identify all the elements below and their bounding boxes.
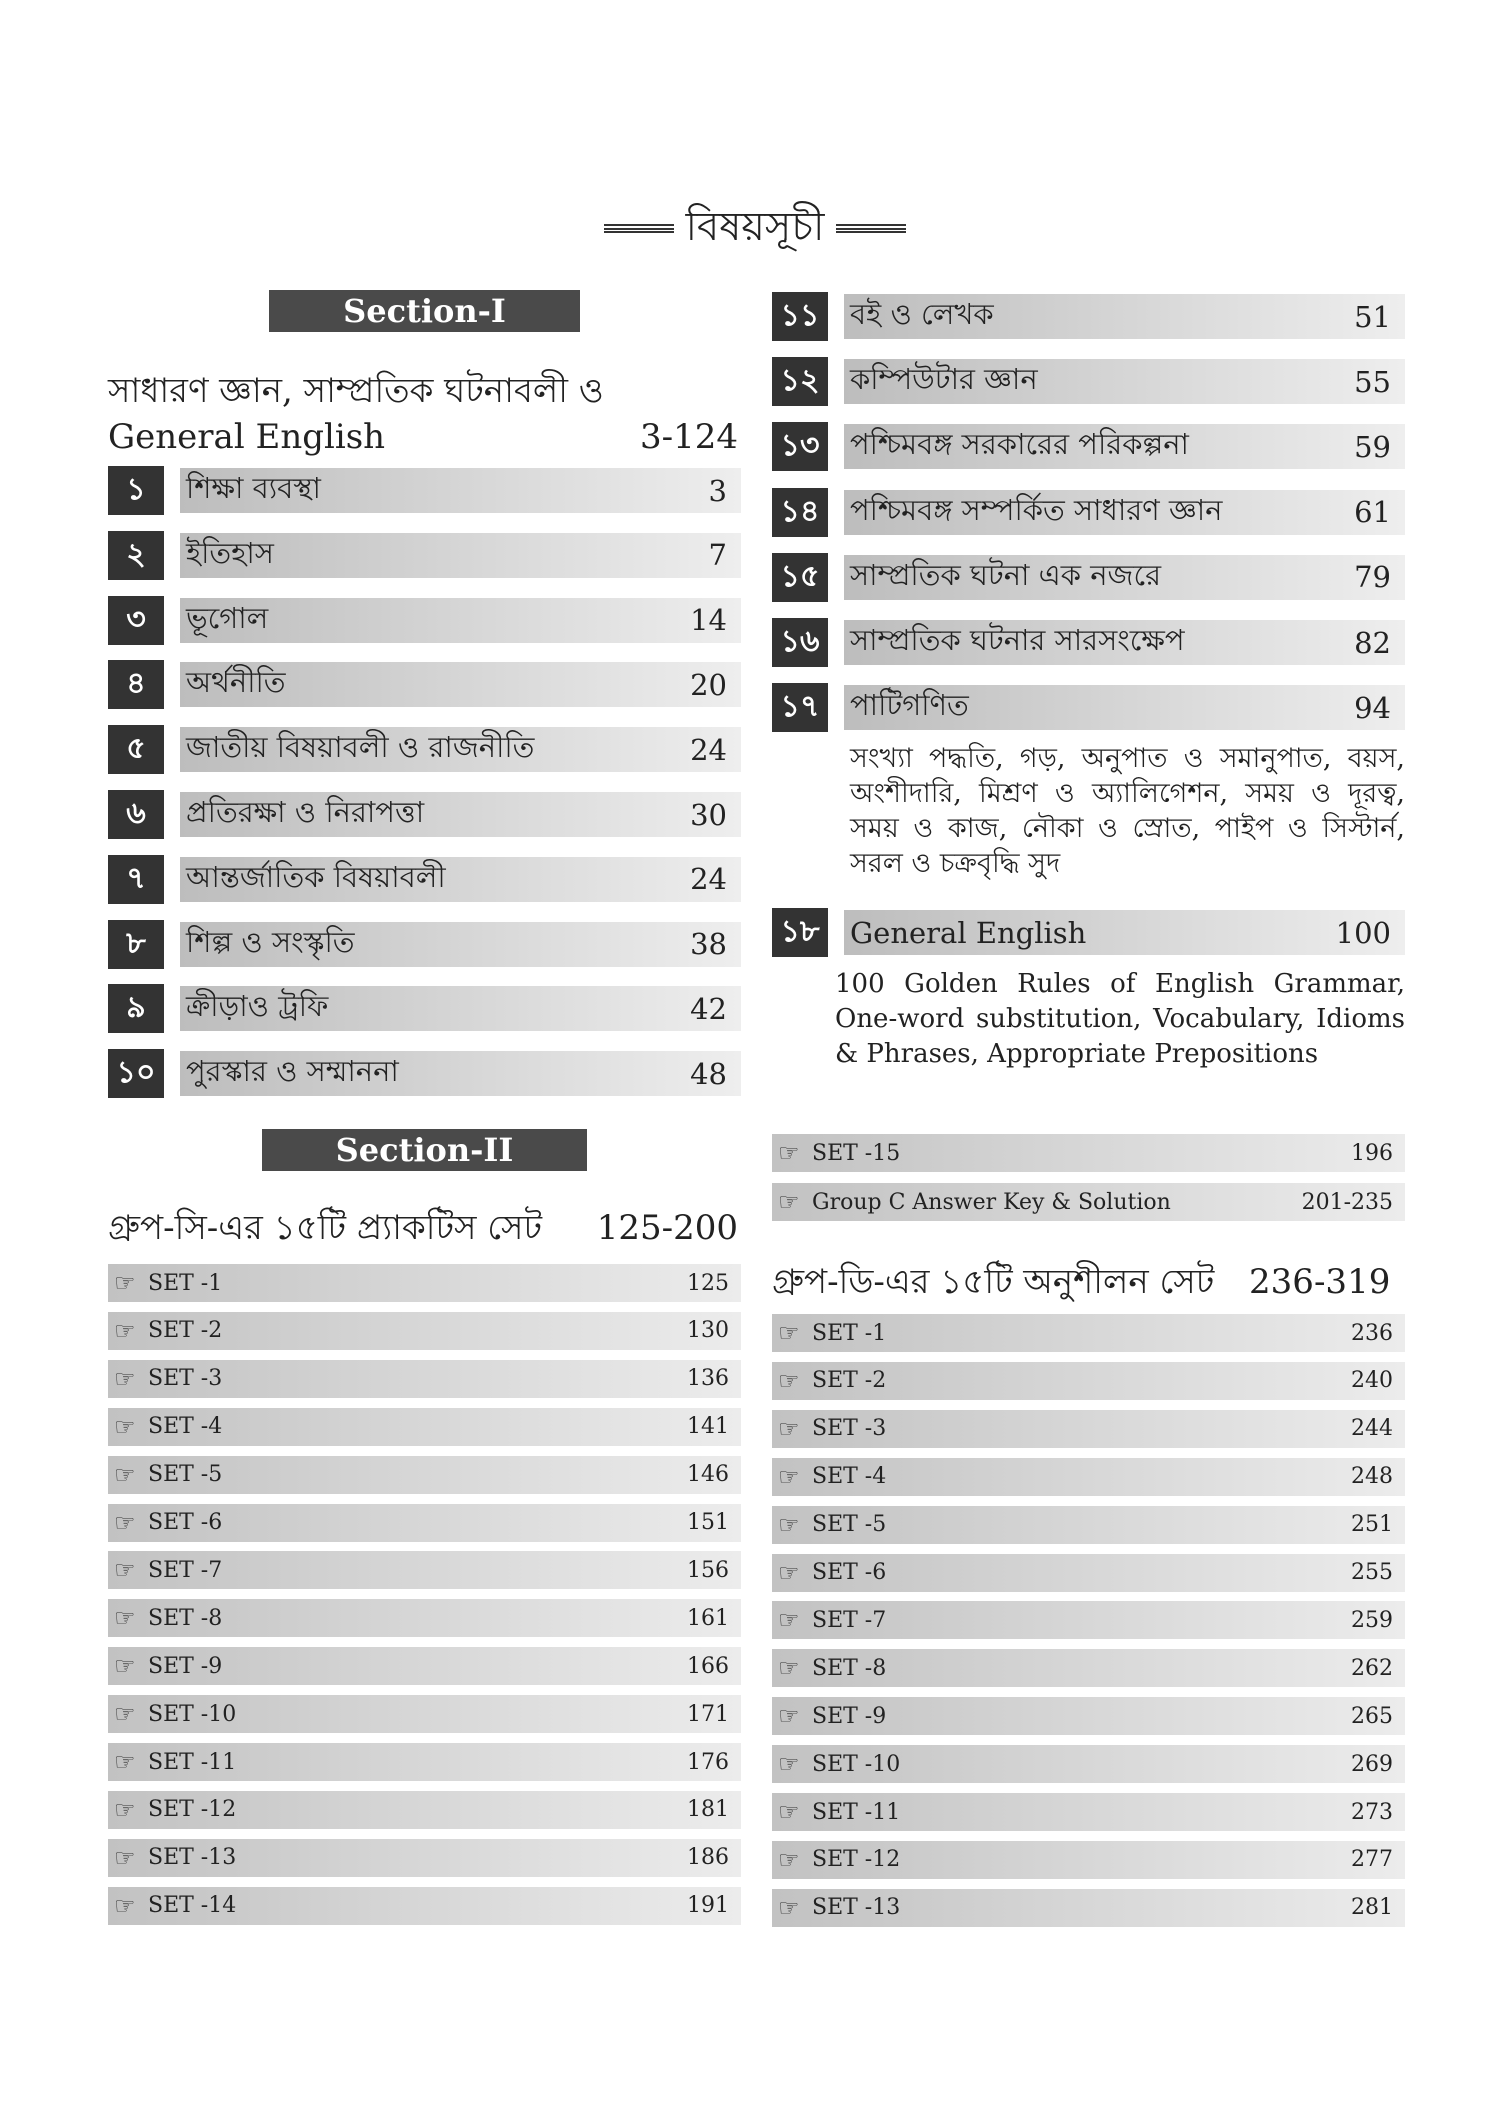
set-label: SET -7 xyxy=(148,1557,223,1583)
chapter-page: 100 xyxy=(1335,915,1391,950)
chapter-title: General English xyxy=(850,915,1087,950)
group-d-range: 236-319 xyxy=(1249,1262,1391,1302)
set-page: 240 xyxy=(1351,1368,1393,1394)
set-label: SET -5 xyxy=(148,1462,223,1488)
chapter-row[interactable] xyxy=(108,725,741,774)
chapter-row[interactable] xyxy=(772,422,1405,471)
set-page: 166 xyxy=(687,1653,729,1679)
set-label: SET -10 xyxy=(148,1701,237,1727)
pointing-hand-icon: ☞ xyxy=(778,1845,800,1874)
chapter-number: ১০ xyxy=(108,1049,164,1098)
chapter-bar xyxy=(180,598,741,643)
set-page: 201-235 xyxy=(1301,1189,1393,1215)
chapter-row[interactable] xyxy=(108,855,741,904)
pointing-hand-icon: ☞ xyxy=(778,1510,800,1539)
set-page: 136 xyxy=(687,1366,729,1392)
set-label: SET -9 xyxy=(148,1653,223,1679)
pointing-hand-icon: ☞ xyxy=(114,1316,136,1345)
set-row[interactable] xyxy=(772,1458,1405,1496)
chapter-bar xyxy=(844,424,1405,469)
chapter-bar xyxy=(180,662,741,707)
set-row[interactable] xyxy=(108,1839,741,1877)
set-row[interactable] xyxy=(772,1314,1405,1352)
chapter-title: ক্রীড়াও ট্রফি xyxy=(186,989,329,1024)
set-row[interactable] xyxy=(772,1745,1405,1783)
pointing-hand-icon: ☞ xyxy=(114,1460,136,1489)
set-page: 281 xyxy=(1351,1895,1393,1921)
group-d-heading-text: গ্রুপ-ডি-এর ১৫টি অনুশীলন সেট xyxy=(772,1262,1215,1302)
chapter-bar xyxy=(844,910,1405,955)
chapter-number: ১৬ xyxy=(772,618,828,667)
set-page: 151 xyxy=(687,1510,729,1535)
set-row[interactable] xyxy=(772,1697,1405,1735)
set-label: SET -12 xyxy=(812,1847,901,1873)
chapter-number: ১২ xyxy=(772,357,828,406)
pointing-hand-icon: ☞ xyxy=(778,1188,800,1216)
chapter-title: ইতিহাস xyxy=(186,535,274,570)
chapter-bar xyxy=(180,792,741,837)
set-row[interactable] xyxy=(108,1312,741,1350)
set-page: 130 xyxy=(687,1318,729,1344)
set-row[interactable] xyxy=(772,1362,1405,1400)
set-row[interactable] xyxy=(772,1889,1405,1927)
set-label: SET -6 xyxy=(812,1560,887,1585)
set-row[interactable] xyxy=(108,1743,741,1781)
chapter-title: কম্পিউটার জ্ঞান xyxy=(850,362,1038,397)
set-page: 259 xyxy=(1351,1607,1393,1633)
set-page: 248 xyxy=(1351,1464,1393,1490)
set-label: SET -2 xyxy=(812,1368,887,1394)
pointing-hand-icon: ☞ xyxy=(778,1139,800,1167)
chapter-title: জাতীয় বিষয়াবলী ও রাজনীতি xyxy=(186,730,535,765)
chapter-row[interactable] xyxy=(772,683,1405,732)
pointing-hand-icon: ☞ xyxy=(778,1702,800,1731)
set-label: SET -14 xyxy=(148,1893,237,1919)
section-2-label: Section-II xyxy=(262,1129,587,1171)
chapter-bar xyxy=(180,533,741,578)
chapter-bar xyxy=(844,490,1405,535)
set-label: SET -7 xyxy=(812,1607,887,1633)
chapter-bar xyxy=(180,727,741,772)
set-label: SET -4 xyxy=(148,1414,223,1440)
set-row[interactable] xyxy=(108,1791,741,1829)
chapter-title: পশ্চিমবঙ্গ সরকারের পরিকল্পনা xyxy=(850,427,1189,462)
set-label: SET -6 xyxy=(148,1510,223,1535)
chapter-number: ৬ xyxy=(108,790,164,839)
set-page: 161 xyxy=(687,1605,729,1631)
chapter-title: পাটিগণিত xyxy=(850,688,969,723)
chapter-title: সাম্প্রতিক ঘটনা এক নজরে xyxy=(850,557,1162,592)
group-c-heading-text: গ্রুপ-সি-এর ১৫টি প্র্যাকটিস সেট xyxy=(108,1208,543,1248)
set-row[interactable] xyxy=(772,1841,1405,1879)
chapter-page: 51 xyxy=(1354,299,1391,334)
set-label: SET -8 xyxy=(148,1605,223,1631)
chapter-number: ১১ xyxy=(772,292,828,341)
set-row[interactable] xyxy=(772,1506,1405,1544)
chapter-page: 61 xyxy=(1354,495,1391,530)
set-label: SET -4 xyxy=(812,1464,887,1490)
chapter-title: শিক্ষা ব্যবস্থা xyxy=(186,471,321,505)
pointing-hand-icon: ☞ xyxy=(778,1558,800,1587)
set-page: 244 xyxy=(1351,1416,1393,1442)
set-page: 125 xyxy=(687,1270,729,1296)
group-d-heading xyxy=(772,1259,1402,1305)
set-page: 146 xyxy=(687,1462,729,1488)
set-label: SET -8 xyxy=(812,1655,887,1681)
pointing-hand-icon: ☞ xyxy=(114,1843,136,1872)
chapter-title: আন্তর্জাতিক বিষয়াবলী xyxy=(186,859,446,894)
chapter-number: ৫ xyxy=(108,725,164,774)
set-page: 196 xyxy=(1351,1140,1393,1166)
set-row[interactable] xyxy=(772,1410,1405,1448)
chapter-page: 94 xyxy=(1354,690,1391,725)
chapter-title: প্রতিরক্ষা ও নিরাপত্তা xyxy=(186,795,425,829)
set-label: SET -11 xyxy=(148,1749,237,1775)
chapter-number: ১৫ xyxy=(772,553,828,602)
set-label: Group C Answer Key & Solution xyxy=(812,1189,1171,1215)
pointing-hand-icon: ☞ xyxy=(114,1412,136,1441)
set-page: 191 xyxy=(687,1893,729,1919)
set-label: SET -1 xyxy=(812,1320,887,1346)
chapter-row[interactable] xyxy=(108,596,741,645)
set-row[interactable] xyxy=(108,1360,741,1398)
chapter-page: 24 xyxy=(690,862,727,897)
chapter-page: 42 xyxy=(690,991,727,1026)
chapter-number: ৪ xyxy=(108,660,164,709)
chapter-page: 3 xyxy=(708,473,727,508)
set-label: SET -13 xyxy=(812,1895,901,1921)
set-page: 181 xyxy=(687,1797,729,1823)
chapter-title: অর্থনীতি xyxy=(186,665,286,700)
chapter-number: ৭ xyxy=(108,855,164,904)
set-page: 255 xyxy=(1351,1560,1393,1585)
group-c-range: 125-200 xyxy=(596,1208,738,1248)
chapter-number: ৯ xyxy=(108,984,164,1033)
pointing-hand-icon: ☞ xyxy=(778,1798,800,1826)
chapter-bar xyxy=(844,359,1405,404)
set-row[interactable] xyxy=(772,1793,1405,1831)
set-row[interactable] xyxy=(108,1551,741,1589)
chapter-number: ২ xyxy=(108,531,164,580)
chapter-page: 20 xyxy=(690,667,727,702)
set-label: SET -2 xyxy=(148,1318,223,1344)
chapter-row[interactable] xyxy=(108,531,741,580)
chapter-number: ১৩ xyxy=(772,422,828,471)
chapter-row[interactable] xyxy=(108,984,741,1033)
chapter-row[interactable] xyxy=(108,920,741,969)
chapter-bar xyxy=(844,294,1405,339)
pointing-hand-icon: ☞ xyxy=(114,1795,136,1824)
chapter-bar xyxy=(180,922,741,967)
set-page: 171 xyxy=(687,1701,729,1727)
chapter-bar xyxy=(844,555,1405,600)
title-rule-right xyxy=(836,224,906,233)
set-page: 186 xyxy=(687,1845,729,1871)
chapter-row[interactable] xyxy=(108,790,741,839)
pointing-hand-icon: ☞ xyxy=(778,1366,800,1395)
chapter-row[interactable] xyxy=(108,466,741,515)
set-page: 262 xyxy=(1351,1655,1393,1681)
chapter-page: 24 xyxy=(690,732,727,767)
chapter-row[interactable] xyxy=(108,660,741,709)
set-label: SET -13 xyxy=(148,1845,237,1871)
chapter-row[interactable] xyxy=(772,357,1405,406)
set-label: SET -10 xyxy=(812,1751,901,1777)
set-page: 277 xyxy=(1351,1847,1393,1873)
set-row[interactable] xyxy=(108,1504,741,1542)
set-row[interactable] xyxy=(772,1601,1405,1639)
set-label: SET -15 xyxy=(812,1140,901,1166)
pointing-hand-icon: ☞ xyxy=(114,1700,136,1729)
title-rule-left xyxy=(604,224,674,233)
chapter-number: ১ xyxy=(108,466,164,515)
chapter-title: শিল্প ও সংস্কৃতি xyxy=(186,924,355,959)
set-row[interactable] xyxy=(772,1183,1405,1221)
set-page: 269 xyxy=(1351,1751,1393,1777)
chapter-title: পশ্চিমবঙ্গ সম্পর্কিত সাধারণ জ্ঞান xyxy=(850,492,1223,527)
title-text: বিষয়সূচী xyxy=(685,204,825,250)
chapter-number: ৩ xyxy=(108,596,164,645)
chapter-title: ভূগোল xyxy=(186,600,269,635)
set-row[interactable] xyxy=(108,1408,741,1446)
chapter-page: 79 xyxy=(1354,560,1391,595)
set-page: 273 xyxy=(1351,1799,1393,1825)
chapter-page: 82 xyxy=(1354,625,1391,660)
pointing-hand-icon: ☞ xyxy=(778,1414,800,1443)
chapter-bar xyxy=(180,986,741,1031)
pointing-hand-icon: ☞ xyxy=(114,1652,136,1681)
chapter-bar xyxy=(180,468,741,513)
pointing-hand-icon: ☞ xyxy=(778,1750,800,1779)
set-row[interactable] xyxy=(108,1647,741,1685)
chapter-bar xyxy=(180,1051,741,1096)
set-label: SET -9 xyxy=(812,1703,887,1729)
section-1-label: Section-I xyxy=(269,290,580,332)
set-page: 176 xyxy=(687,1749,729,1775)
chapter-title: সাম্প্রতিক ঘটনার সারসংক্ষেপ xyxy=(850,623,1185,657)
set-label: SET -3 xyxy=(148,1366,223,1392)
set-row[interactable] xyxy=(108,1456,741,1494)
chapter-page: 59 xyxy=(1354,429,1391,464)
chapter-number: ৮ xyxy=(108,920,164,969)
set-page: 156 xyxy=(687,1557,729,1583)
section-1-heading xyxy=(108,368,738,460)
set-row[interactable] xyxy=(772,1554,1405,1592)
pointing-hand-icon: ☞ xyxy=(114,1604,136,1633)
chapter-bar xyxy=(180,857,741,902)
chapter-row[interactable] xyxy=(772,488,1405,537)
chapter-number: ১৪ xyxy=(772,488,828,537)
chapter-number: ১৮ xyxy=(772,908,828,957)
chapter-row[interactable] xyxy=(772,618,1405,667)
chapter-18-description: 100 Golden Rules of English Grammar, One-word substitution, Vocabulary, Idioms & Phrases, Appropriate Prepositions xyxy=(835,969,1405,1069)
set-row[interactable] xyxy=(772,1649,1405,1687)
chapter-row[interactable] xyxy=(772,292,1405,341)
pointing-hand-icon: ☞ xyxy=(778,1606,800,1635)
pointing-hand-icon: ☞ xyxy=(778,1893,800,1922)
section-1-range: 3-124 xyxy=(639,417,738,457)
pointing-hand-icon: ☞ xyxy=(778,1462,800,1491)
set-page: 265 xyxy=(1351,1703,1393,1729)
chapter-row[interactable] xyxy=(772,553,1405,602)
chapter-17-description: সংখ্যা পদ্ধতি, গড়, অনুপাত ও সমানুপাত, বয়স, অংশীদারি, মিশ্রণ ও অ্যালিগেশন, সময় ও দূরত্ব, সময় ও কাজ, নৌকা ও স্রোত, পাইপ ও সিস্টার্ন, সরল ও চক্রবৃদ্ধি সুদ xyxy=(850,743,1405,879)
section-1-heading-text: সাধারণ জ্ঞান, সাম্প্রতিক ঘটনাবলী ও General English xyxy=(108,371,604,457)
set-row[interactable] xyxy=(772,1134,1405,1172)
chapter-row[interactable] xyxy=(108,1049,741,1098)
chapter-bar xyxy=(844,620,1405,665)
set-label: SET -5 xyxy=(812,1512,887,1538)
pointing-hand-icon: ☞ xyxy=(114,1364,136,1393)
set-row[interactable] xyxy=(108,1599,741,1637)
chapter-page: 14 xyxy=(690,603,727,638)
set-label: SET -12 xyxy=(148,1797,237,1823)
pointing-hand-icon: ☞ xyxy=(778,1319,800,1347)
chapter-number: ১৭ xyxy=(772,683,828,732)
pointing-hand-icon: ☞ xyxy=(114,1269,136,1297)
chapter-row[interactable] xyxy=(772,908,1405,957)
set-label: SET -1 xyxy=(148,1270,223,1296)
chapter-bar xyxy=(844,685,1405,730)
pointing-hand-icon: ☞ xyxy=(114,1556,136,1585)
group-c-heading xyxy=(108,1205,738,1251)
page-title xyxy=(600,195,910,262)
chapter-page: 30 xyxy=(690,797,727,832)
chapter-title: বই ও লেখক xyxy=(850,297,994,331)
set-row[interactable] xyxy=(108,1264,741,1302)
pointing-hand-icon: ☞ xyxy=(778,1654,800,1683)
set-page: 141 xyxy=(687,1414,729,1440)
chapter-title: পুরস্কার ও সম্মাননা xyxy=(186,1054,399,1089)
chapter-page: 48 xyxy=(690,1056,727,1091)
set-label: SET -11 xyxy=(812,1799,901,1825)
set-page: 251 xyxy=(1351,1512,1393,1538)
set-row[interactable] xyxy=(108,1695,741,1733)
pointing-hand-icon: ☞ xyxy=(114,1508,136,1537)
pointing-hand-icon: ☞ xyxy=(114,1891,136,1920)
pointing-hand-icon: ☞ xyxy=(114,1748,136,1776)
set-label: SET -3 xyxy=(812,1416,887,1442)
set-row[interactable] xyxy=(108,1887,741,1925)
chapter-page: 55 xyxy=(1354,364,1391,399)
chapter-page: 38 xyxy=(690,927,727,962)
chapter-page: 7 xyxy=(708,538,727,573)
set-page: 236 xyxy=(1351,1320,1393,1346)
